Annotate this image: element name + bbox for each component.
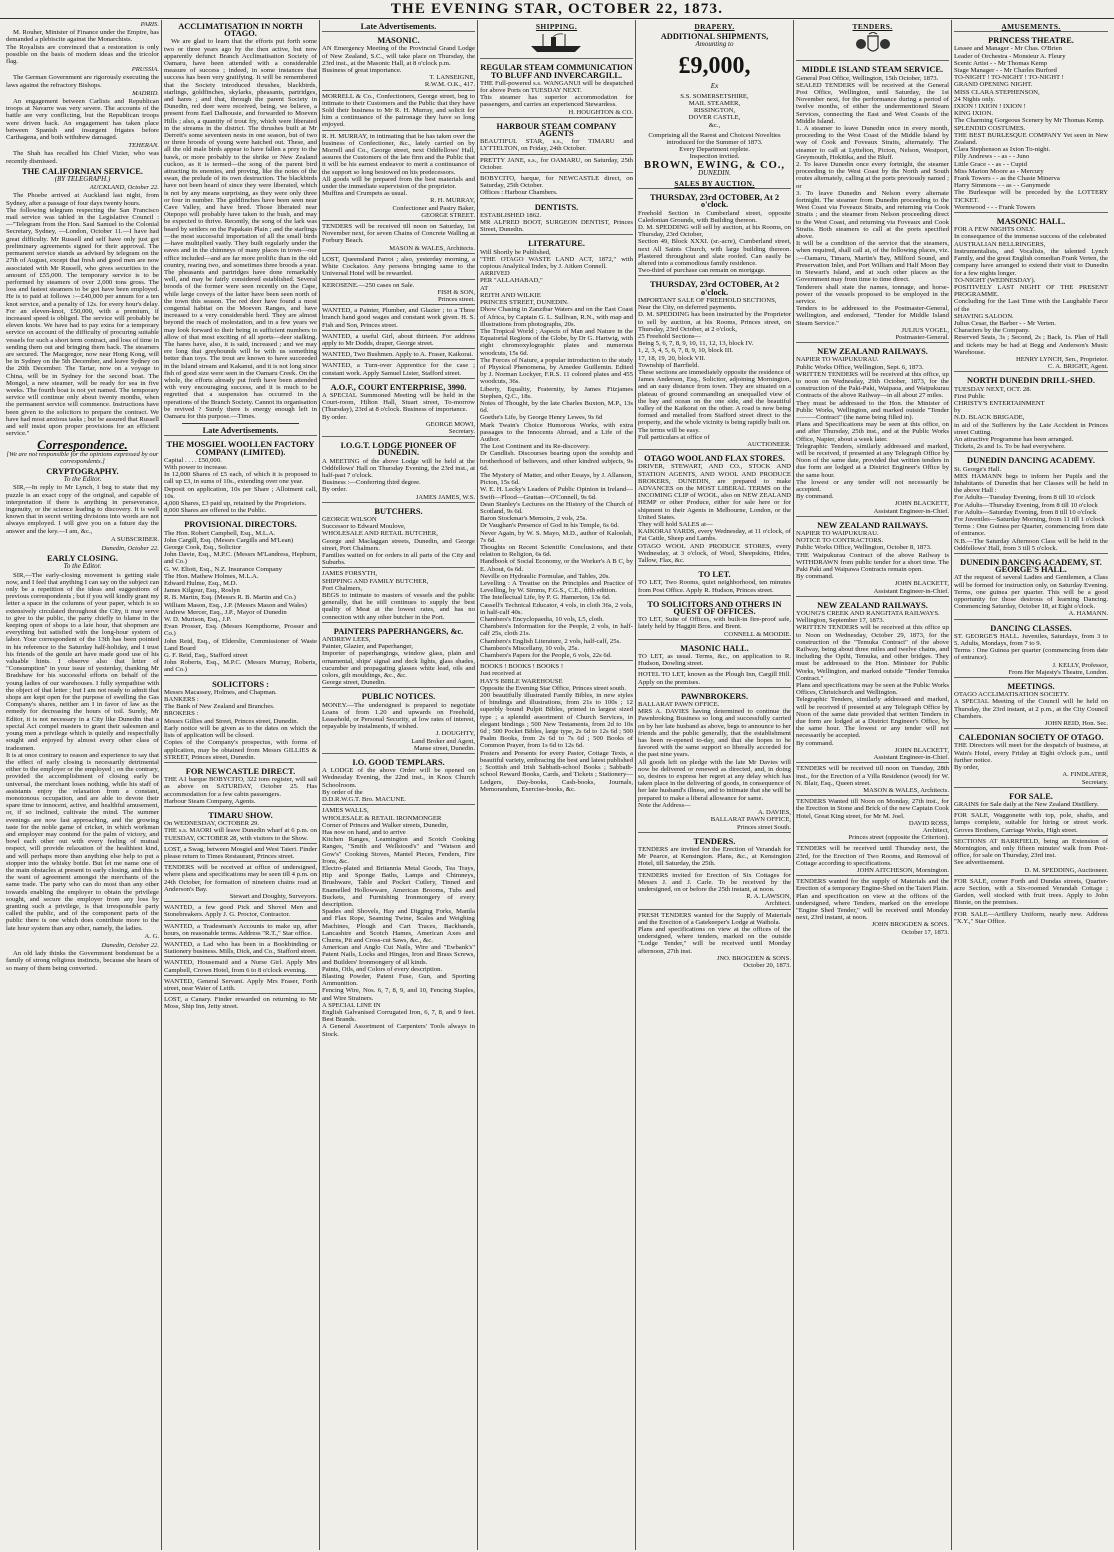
ad-body: YOUNG'S CREEK AND RANGITATA RAILWAYS. Wellington, September 17, 1873. WRITTEN TENDERS will be received at this office up to Noon on Wednesday, October 29, 1873, for the construction of the "Temuka Contract" of the above Railway, being about three miles and twelve chains, and including the Opihi, Temuka, and other bridges. They must be addressed to the Hon. Minister for Public Works, Wellington, and marked outside "Tender Temuka Contract." Plans and specifications may be seen at the Public Works Offices, Christchurch and Wellington. Telegraphic Tenders, similarly addressed and marked, will be received if presented at any Telegraph Office by Noon of the same date provided that written Tenders in due form are lodged at a District Engineer's Office, by the same hour. The lowest or any tender will not necessarily be accepted. By command. [796, 610, 949, 747]
ad-body: GEORGE WILSON Successor to Edward Moulove, WHOLESALE AND RETAIL BUTCHER, George and Maclaggan streets, Dunedin, and George street, Port Chalmers. Families waited on for orders in all parts of the City and Suburbs. [322, 515, 475, 567]
late-ads-list-2 [322, 31, 475, 1039]
ad-body: BEAUTIFUL STAR, s.s., for TIMARU and LYTTELTON, on Friday, 24th October. [480, 138, 633, 153]
ad-heading: OTAGO WOOL AND FLAX STORES. [644, 454, 785, 464]
ad-body: BALLARAT PAWN OFFICE. MRS A. DAVIES having determined to continue the Pawnbroking Business so long and successfully carried on by her late husband as above, begs to announce to her friends and the public generally, that the establishment has been re-opened to-day, and that she hopes to be favored with the same support so liberally accorded for the past nine years. All goods left on pledge with the late Mr Davies will now be delivered or renewed as directed, and, in doing so, desires to express her regret at any delay which has taken place in the delivering of goods, in consequence of her late husband's illness, and to intimate that she will be prepared to make a liberal allowance for same. Note the Address— [638, 701, 791, 809]
advertisement [796, 875, 949, 937]
ad-body: A SPECIAL Summoned Meeting will be held in the Court-room, Hilton Hall, Stuart street, To-morrow (Thursday), 23rd at 8 o'clock. Business of importance. By order. [322, 391, 475, 421]
column-4 [478, 20, 636, 1550]
ad-body: R. H. MURRAY, in intimating that he has taken over the business of Confectioner, &c., lately carried on by Morrell and Co., George street, next Oddfellows' Hall, assures the Customers of the late firm and the Public that it will be his earnest endeavor to merit a continuance of the support so long bestowed on his predecessors. All goods will be prepared from the best materials and under the immediate supervision of the proprietor. Muffins and Crumpets as usual. [322, 132, 475, 198]
late-ads-title: Late Advertisements. [202, 426, 279, 436]
ad-body: ESTABLISHED 1862. MR ALFRED BOOT, SURGEON DENTIST, Princes Street, Dunedin. [480, 211, 633, 234]
ad-signature: R. A. LAWSON, Architect. [746, 893, 791, 908]
advertisement [164, 675, 317, 762]
ad-heading: LITERATURE. [528, 239, 585, 249]
ad-heading: CALEDONIAN SOCIETY OF OTAGO. [958, 733, 1104, 743]
advertisement [164, 435, 317, 515]
californian-text: The Phoebe arrived at Auckland last night, from Sydney, after a passage of four days twenty hours. The following telegram respecting the San Francisco mail service was tabled in the Legislative Council :—"Telegram from the Hon. Saul Samuel to the Colonial Secretary, Sydney, —London, October 11.—I have had great difficulty. Mr Russell and self have only just got preliminary agreements signed for their approval. The permanent service stands as advised by telegram on the 27th of August, except that fresh and good men are now associated with Mr Russell, who gives securities to the amount of £55,000. The temporary service is to be performed by steamers of over 2,000 tons gross. The loss and fastest steamers to be got have been employed. He is to paid at follows :—£40,000 per annum for a ten knot service, and a penalty of 12s. for every hour's delay. For an eleven-knot, £50,000, with a premium, if increased speed is obliged. The service will probably be eleven knots. We have had to pay extra for a temporary service on account of the difficulty of procuring suitable vessels for such a short term contract, and loss of time in sending them out and bringing them back. The steamers are secured. The Macgregor, now near Hong Kong, will be in Sydney on the 5th December, and leave Sydney on the 20th December. The Tartar, now on a voyage to China, will be in Sydney for the second boat. The Mongol, a new steamer, will be ready for sea in five weeks. The fourth boat is not yet named. The temporary service will continue only about twenty months, when the permanent service will commence. Instructions have been given to the solicitors to prepare the contract. We have had most anxious tasks ; but be assured that Russell and self insist upon proper provisions for an efficient service." [6, 192, 159, 438]
letter-dateline: Dunedin, October 22. [101, 941, 159, 949]
advertisement [164, 920, 317, 938]
ad-body: OTAGO ACCLIMATISATION SOCIETY. A SPECIAL Meeting of the Council will be held on Thursday, the 23rd instant, at 2 p.m., at the City Council Chambers. [954, 691, 1108, 720]
advertisement [954, 908, 1108, 926]
advertisement [638, 832, 791, 869]
ad-body: DRIVER, STEWART, AND CO., STOCK AND STATION AGENTS, AND WOOL AND PRODUCE BROKERS, DUNEDIN, are prepared to make ADVANCES on the MOST LIBERAL TERMS on the INCOMING CLIP of WOOL, also on NEW ZEALAND HEMP or other Produce, either for sale here or for shipment to their Agents in Melbourne, London, or the United States. They will hold SALES at— KAIKORAI YARDS, every Wednesday, at 11 o'clock, of Fat Cattle, Sheep and Lambs. OTAGO WOOL AND PRODUCE STORES, every Wednesday, at 3 o'clock, of Wool, Sheepskins, Hides, Tallow, Flax, &c. [638, 463, 791, 564]
ad-body: TENDERS will be received till noon on Tuesday, 28th inst., for the Erection of a Villa Residence (wood) for W. N. Blair, Esq., Queen street. [796, 765, 949, 787]
ad-heading: NORTH DUNEDIN DRILL-SHED. [967, 376, 1095, 386]
ad-signature: MASON & WALES, Architects. [389, 244, 475, 252]
ad-heading: PAINTERS PAPERHANGERS, &c. [333, 626, 464, 636]
advertisement [480, 58, 633, 116]
column-5 [636, 20, 794, 1550]
late-ads-list [164, 435, 317, 1011]
column-7 [952, 20, 1110, 1550]
letter-title: CRYPTOGRAPHY. [46, 466, 119, 476]
amusements-caption: AMUSEMENTS. [1001, 22, 1061, 31]
advertisement [954, 553, 1108, 619]
correspondence-disclaimer: [We are not responsible for the opinions expressed by our correspondents.] [6, 450, 159, 465]
ad-heading: FOR NEWCASTLE DIRECT. [185, 766, 296, 776]
advertisement [480, 198, 633, 235]
auction-caption: SALES BY AUCTION. [674, 179, 755, 189]
ad-signature: D. M. SPEDDING, Auctioneer. [1024, 866, 1108, 874]
advertisement [638, 188, 791, 275]
letter-salutation: To the Editor. [63, 475, 102, 484]
ad-signature: MASON & WALES, Architects. [863, 786, 949, 794]
advertisement [322, 378, 475, 436]
advertisement [954, 31, 1108, 212]
ad-body: TUESDAY NEXT, OCT. 28. First Public CHRISTY'S ENTERTAINMENT by N.D. BLACK BRIGADE, in aid of the Sufferers by the Late Accident in Princes street Cutting. An attractive Programme has been arranged. Tickets, 2s and 1s. To be had everywhere. [954, 385, 1108, 451]
advertisement [638, 668, 791, 686]
letter-text: SIR,—The early-closing movement is getting stale now, and I feel that anything I can say on the subject can only be a repetition of the ideas and suggestions of previous correspondents ; but if you will kindly grant my letter a space in the columns of your paper, which is so extensively circulated throughout the City, it may serve to give to the public, the party chiefly to blame in the keeping open of shops to a late hour, that shopmen are everything but satisfied with the long-hour system of labor. Your correspondent of the 13th has been pointed in his reference to the Saturday half-holiday, and I trust his friends of the gentle art have made good use of his valuable hints. I observe also that letter of "Consumption" in your issue of yesterday, thanking Mr Bradshaw for his successful efforts on behalf of the young ladies of our warehouses. I fully sympathise with the object of that letter ; but I am not ready to admit that shops are kept open for the purpose of swelling the Gas Company's shares, neither am I in favor of law as the remedy for decreasing the hours of toil. Surely, Mr Editor, it is not necessary in a City like Dunedin that a special Act compel masters to grant their salesmen and young men a privilege which is quietly and respectfully sought and enjoyed by almost every other class of tradesmen. It is at once contrary to reason and experience to say that the effect of early closing is necessarily detrimental either to the employer or the employed ; on the contrary, provided the accomplishment of closing early be universal, the merchant loses nothing, while his staff of assistants enjoy the relaxation from a constant, monotonous occupation, and are able to devote their spare time to innocent, active, and healthful amusement, or, if so inclined, cultivate the mind. The summer evenings are now fast approaching, and the growing taste for the noble game of cricket, in which workman and employer may contend for the palm of victory, and bowl each other out with every feeling of mutual respect, will provide relaxation of the healthiest kind, and will perhaps more than anything else help to put a stopper into the whisky bottle. But let me name one of the main obstacles at present to early closing, and this is the want of agreement amongst the merchants of the same trade. The party who can do most than any other towards enabling the employer to obtain the privilege sought, and secure the employer from any loss by granting such a privilege, is that irresponsible party called the public, and of the component parts of the public there is one which does contribute more to the late hour system than any other, namely, the ladies. [6, 571, 159, 932]
ad-heading: THURSDAY, 23rd OCTOBER, At 2 o'clock. [649, 193, 780, 210]
advertisement [796, 596, 949, 762]
ad-heading: PAWNBROKERS. [680, 691, 749, 701]
ad-body: TO LET, Two Rooms, quiet neighborhood, ten minutes from Post Office. Apply R. Hudson, Princes street. [638, 579, 791, 594]
ad-body: WANTED, a Turn-over Apprentice for the case ; constant work. Apply Samuel Lister, Stafford street. [322, 362, 475, 377]
ad-heading: DANCING CLASSES. [990, 623, 1072, 633]
advertisement [164, 861, 317, 901]
ad-heading: PUBLIC NOTICES. [361, 692, 436, 702]
ad-body: GRAINS for Sale daily at the New Zealand Distillery. [954, 800, 1099, 808]
advertisement [480, 154, 633, 172]
columns [4, 20, 1110, 1550]
ad-signature: FISH & SON, Princes street. [437, 288, 475, 303]
ad-body: AN Emergency Meeting of the Provincial Grand Lodge of New Zealand, S.C., will take place on Thursday, the 23rd inst., at the Masonic Hall, at 8 o'clock p.m. Business of great importance. [322, 45, 475, 75]
ad-body: FOR SALE, corner Forth and Dundas streets, Quarter-acre Section, with a Six-roomed Verandah Cottage ; Garden, well stocked with fruit trees. Apply to John Bisnie, on the premises. [954, 877, 1108, 907]
drapery-head: ADDITIONAL SHIPMENTS, [660, 32, 769, 42]
advertisement [164, 938, 317, 956]
ad-body: JAMES FORSYTH, SHIPPING AND FAMILY BUTCHER, Port Chalmers, BEGS to intimate to masters of vessels and the public generally, that he still continues to supply the best quality of Meat at the lowest rates, and has no connection with any other butcher in the Port. [322, 570, 475, 621]
drapery-firm: BROWN, EWING, & CO., [643, 159, 786, 171]
advertisement [322, 567, 475, 621]
news-text: An engagement between Carlists and Republican troops at Navarre was very severe. The accounts of the battle are very conflicting, but the Republican troops were driven back. An engagement has taken place between Spanish and insurgent frigates before Carthagena, and both withdrew damaged. [6, 98, 159, 142]
ad-heading: MEETINGS. [1007, 682, 1055, 692]
ad-body: SECTIONS AT BARRFIELD, being an Extension of Mornington, and only fifteen minutes' walk from Post-office, for sale on Thursday, 23rd inst. See advertisement. [954, 837, 1108, 867]
ad-heading: A.O.F., COURT ENTERPRISE, 3990. [330, 382, 467, 392]
ad-body: WANTED, a few good Pick and Shovel Men and Stonebreakers. Apply J. G. Proctor, Contractor. [164, 904, 317, 919]
advertisement [796, 60, 949, 342]
ad-signature: JOHN BLACKETT, Assistant Engineer-in-Chief. [873, 500, 949, 515]
ad-signature: JULIUS VOGEL, Postmaster-General. [895, 326, 949, 341]
ad-heading: MASONIC HALL. [996, 217, 1066, 227]
ad-signature: JNO. BROGDEN & SONS. October 20, 1873. [716, 954, 791, 969]
californian-byline: (BY TELEGRAPH.) [54, 175, 111, 184]
divider [182, 423, 299, 424]
ad-body: Freehold Section in Cumberland street, opposite Caledonian Grounds, with Building thereon. D. M. SPEDDING will sell by auction, at his Rooms, on Thursday, 23rd October, Section 49, Block XXXI. (sr.-acre), Cumberland street, next All Saints Church, with large building thereon. Plastered throughout and slate roofed. Can easily be altered into a commodious family residence. Two-third of purchase can remain on mortgage. [638, 209, 791, 275]
news-text: The German Government are rigorously executing the laws against the refractory Bishops. [6, 74, 159, 89]
ad-body: THE A1 barque BOBYCITO, 322 tons register, will sail as above on SATURDAY, October 25. Has accommodation for a few cabin passengers. Harbour Steam Company, Agents. [164, 776, 317, 805]
ad-body: THE Full-powered s.s. WANGANUI will be despatched for above Ports on TUESDAY NEXT. This steamer has superior accommodation for passengers, and carries an experienced Stewardess. [480, 79, 633, 109]
advertisement [322, 622, 475, 688]
column-1 [4, 20, 162, 1550]
ad-body: Capital . . . . £50,000. With power to increase. In 12,000 Shares of £5 each, of which it is proposed to call up £3, in sums of 10s., extending over one year. Deposit on application, 10s per Share ; Allotment call, 10s. 4,000 Shares, £3 paid up, retained by the Proprietors. 8,000 Shares are offered to the Public. [164, 456, 317, 515]
ad-body: ANDREW LEES, Painter, Glazier, and Paperhanger, Importer of paperhangings, window glass, plain and ornamental, ships' signal and deck lights, glass shades, cucumber and propagating glasses white lead, oils and colors, gilt mouldings, &c., &c. George street, Dunedin. [322, 636, 475, 687]
ad-body: TENDERS invited for Erection of Six Cottages for Messrs J. and J. Carle. To be received by the undersigned, on or before the 25th instant, at noon. [638, 871, 791, 893]
acclimatisation-title: ACCLIMATISATION IN NORTH OTAGO. [178, 22, 303, 39]
masthead: THE EVENING STAR, OCTOBER 22, 1873. [0, 0, 1114, 19]
news-dateline: PARIS. [140, 21, 159, 28]
auction-ads [638, 188, 791, 970]
letter-signature: A. G. [144, 932, 159, 940]
ad-heading: NEW ZEALAND RAILWAYS. [817, 600, 928, 610]
advertisement [322, 330, 475, 348]
advertisement [480, 660, 633, 794]
advertisement [954, 619, 1108, 677]
ad-body: TO LET, Suite of Offices, with built-in fire-proof safe, lately held by Haggitt Bros. and Brent. [638, 616, 791, 631]
ad-heading: DUNEDIN DANCING ACADEMY. [967, 456, 1095, 466]
ad-heading: TO LET. [698, 570, 731, 580]
news-dateline: PRUSSIA. [131, 66, 159, 74]
ad-signature: JOHN BROGDEN & SONS. October 17, 1873. [871, 921, 949, 936]
advertisement [164, 993, 317, 1011]
advertisement [638, 565, 791, 595]
advertisement [638, 909, 791, 971]
news-text: M. Rouher, Minister of Finance under the Empire, has demanded a plebiscite against the Monarchists. The Royalists are convinced that a restoration is only possible on the basis of modern ideas and the tricolor flag. [6, 29, 159, 66]
column-3-title: Late Advertisements. [360, 22, 437, 31]
ad-heading: SOLICITORS : [212, 679, 269, 689]
tenders-caption: TENDERS. [852, 22, 893, 31]
ad-body: LOST, Queensland Parrot ; also, yesterday morning, a White Cockatoo. Any persons bringing same to the Universal Hotel will be rewarded. [322, 255, 475, 278]
advertisement [638, 275, 791, 449]
ad-signature: CONNELL & MOODIE. [724, 630, 791, 638]
advertisement [638, 639, 791, 669]
ad-heading: THE MOSGIEL WOOLLEN FACTORY COMPANY (LIMITED). [166, 440, 315, 457]
ad-body: WANTED, a Tradesman's Accounts to make up, after hours, on reasonable terms. Address "R.T.," Star office. [164, 922, 317, 937]
ad-body: TENDERS will be received until Thursday next, the 23rd, for the Erection of Two Rooms, and Removal of Cottage according to specifications. [796, 845, 949, 867]
advertisement [954, 787, 1108, 809]
advertisement [480, 172, 633, 198]
ad-body: TO LET, as usual. Terms, &c., on application to R. Hudson, Dowling street. [638, 653, 791, 668]
shipping-ads [480, 58, 633, 794]
column-2 [162, 20, 320, 1550]
ad-body: JAMES WALLS, WHOLESALE & RETAIL IRONMONGER Corner of Princes and Walker streets, Dunedin, Has now on hand, and to arrive Kitchen Ranges, Leamington and Scotch Cooking Ranges, "Smith and Wellstood's" and "Watson and Gow's" Cooking Stoves, Mantel Pieces, Fenders, Fire Irons, &c. Electro-plated and Britannia Metal Goods, Tea Trays, Hip and Sponge Baths, Lamps and Chimneys, Brushware, Table and Pocket Cutlery, Tinned and Enamelled Hollowware, American Brooms, Tubs and Buckets, and Furnishing Ironmongery of every description. Spades and Shovels, Hay and Digging Forks, Manila and Flax Rope, Seaming Twine, Scales and Weighing Machines, Plough and Cart Traces, Backbands, Lancashire and Scotch Hames, American Axes and Churns, Pit and Cross-cut Saws, &c., &c. American and Anglo Cut Nails, Wire and "Ewbank's" Patent Nails, Locks and Hinges, Iron and Brass Screws, and Builders' Ironmongery of all kinds. Paints, Oils, and Colors of every description. Blasting Powder, Patent Fuse, Gun, and Sporting Ammunition. Fencing Wire, Nos. 6, 7, 8, 9, and 10, Fencing Staples, and Wire Strainers. A SPECIAL LINE IN English Galvanised Corrugated Iron, 6, 7, 8, and 9 feet. Best Brands. A General Assortment of Carpenters' Tools always in Stock. [322, 807, 475, 1038]
advertisement [796, 516, 949, 596]
ad-signature: AUCTIONEER. [747, 440, 791, 448]
ad-signature: GEORGE MOWI, Secretary. [425, 420, 475, 435]
advertisement [322, 304, 475, 330]
steamship-icon [480, 32, 633, 56]
ad-body: THE Directors will meet for the despatch of business, at Wain's Hotel, every Friday at Eight o'clock p.m., until further notice. By order, [954, 742, 1108, 772]
ad-signature: R. H. MURRAY, Confectioner and Pastry Baker, GEORGE STREET. [392, 197, 475, 219]
ad-heading: NEW ZEALAND RAILWAYS. [817, 347, 928, 357]
correspondence-title: Correspondence. [37, 437, 128, 453]
column-6 [794, 20, 952, 1550]
ad-body: A LODGE of the above Order will be opened on Wednesday Evening, the 22nd inst., in Knox Church Schoolroom. By order of the D.D.R.W.G.T. Bro. MACUNE. [322, 767, 475, 804]
advertisement [954, 809, 1108, 835]
advertisement [164, 975, 317, 993]
ad-body: The Hon. Robert Campbell, Esq., M.L.A. John Cargill, Esq. (Messrs Cargills and M'Lean) George Cook, Esq., Solicitor John Davie, Esq., M.P.C. (Messrs M'Landress, Hepburn, and Co.) G. W. Eliott, Esq., N.Z. Insurance Company The Hon. Mathew Holmes, M.L.A. Edward Hulme, Esq., M.D. James Kilgour, Esq., Roslyn R. B. Martin, Esq. (Messrs R. B. Martin and Co.) William Mason, Esq., J.P. (Messrs Mason and Wales) Andrew Mercer, Esq., J.P., Mayor of Dunedin W. D. Murison, Esq., J.P. Evan Prosser, Esq. (Messrs Kempthorne, Prosser and Co.) John Reid, Esq., of Elderslie, Commissioner of Waste Land Board G. F. Reid, Esq., Stafford street John Roberts, Esq., M.P.C. (Messrs Murray, Roberts, and Co.) [164, 529, 317, 674]
advertisement [322, 753, 475, 804]
ad-body: BOOKS ! BOOKS ! BOOKS ! Just received at HAY'S BIBLE WAREHOUSE Opposite the Evening Star Office, Princes street south. 200 beautifully illustrated Family Bibles, in new styles of bindings and illustrations, from 21s to 100s ; 12 superbly bound Pulpit Bibles, printed in largest sized type ; a splendid assortment of Church Services, in elegant bindings ; 500 New Testaments, from 2d to 10s 6d ; 500 Pocket Bibles, large type, 2s 6d to 12s 6d ; 500 Psalm Books, from 2s 6d to 7s 6d ; 500 Books of Common Prayer, from 1s 6d to 12s 6d. Posters and Presents for every Pastor, Cottage Texts, a beautiful variety, embracing the best and latest published ; Scottish and Irish Sabbath-school Books ; Sabbath-school Reward Books, Cards, and Tickets ; Stationery—Ledgers, Day-books, Cash-books, Journals, Memorandum, Exercise-books, &c. [480, 663, 633, 793]
ad-body: LOST, a Canary. Finder rewarded on returning to Mr Moss, Ship Inn, Jetty street. [164, 996, 317, 1011]
ad-body: HOTEL TO LET, known as the Plough Inn, Cargill Hill. Apply on the premises. [638, 671, 791, 686]
ad-body: AT the request of several Ladies and Gentlemen, a Class will be formed for instruction only, on Saturday Evening. Terms, one guinea per quarter. This will be a good opportunity for those desirous of learning Dancing. Commencing Saturday, October 18, at Eight o'clock. [954, 574, 1108, 611]
ad-body: WANTED, General Servant. Apply Mrs Fraser, Forth street, near Water of Leith. [164, 977, 317, 992]
advertisement [954, 728, 1108, 786]
news-dateline: TEHERAN. [128, 142, 159, 150]
royal-arms-icon [796, 32, 949, 58]
advertisement [954, 835, 1108, 875]
letter-title: EARLY CLOSING. [46, 554, 119, 564]
ad-heading: PRINCESS THEATRE. [988, 36, 1074, 46]
tender-ads [796, 60, 949, 936]
ad-heading: PROVISIONAL DIRECTORS. [184, 520, 297, 530]
advertisement [638, 687, 791, 832]
advertisement [164, 515, 317, 674]
ad-signature: JOHN BLACKETT, Assistant Engineer-in-Chief. [873, 746, 949, 762]
ad-body: TENDERS Wanted till Noon on Monday, 27th inst., for the Erection in Stone and Brick of the new Captain Cook Hotel, Great King street, for Mr M. Joel. [796, 798, 949, 820]
column-3 [320, 20, 478, 1550]
acclimatisation-text: We are glad to learn that the efforts put forth some two or three years ago by the then active, but now apparently defunct Branch Acclimatisation Society of Oamaru, have been attended with a considerable measure of success ; indeed, in some instances that success has been very gratifying. It will be remembered that the Society introduced thrushes, blackbirds, starlings, goldfinches, skylarks, pheasants, partridges, and hares ; and that, through the parent Society in Dunedin, red deer were received, being, we believe, a present from Earl Dalhousie, and forwarded to Moeven Hills ; also, a quantity of trout fry, which were liberated in the streams in the district. The thrushes built at Mr Derrett's some seventeen nests in one season, but of two or three broods of young were hatched out. These, and all the old male birds appear to have fallen a prey to the hawk, or more probably to the shrike or New Zealand cuckoo, as it is termed—the song of the parent bird attracting its enemies, and proving, like the notes of the swan, the prelude of its own destruction. The blackbirds have not been heard of since they were liberated, which is not by any means surprising, as they were only three or four in number. The goldfinches have been seen near Cave Valley, and have bred. Those liberated near Otepopo will probably have taken to the bush, and may be expected to thrive. Recently, the song of the lark was heard by settlers on the Papakaio Plain ; and the starlings—the most successful importation of all the small birds—have multiplied vastly. They built regularly under the eaves and in the chimneys of many places in town—our office included—and are far more prolific than in the old country, rearing two, and sometimes three broods a year. The pheasants and partridges have done remarkably well, and may be fairly considered established. Several broods of the former were seen recently on the Cape, while large coveys of the latter have been seen north of the town this season. The red deer have found a most congenial habitat on the Moeven Ranges, and have increased to a very considerable herd. They are almost beyond the reach of molestation, and in a few years we may look forward to their being in sufficient numbers to allow of that most exciting of all sports—deer stalking. The hares have, also, it is said, increased ; and we may ere long that greyhounds will be with us something better than toys. The trout are known to have succeeded in the Island stream and Kakanui, and it is not long since fish of good size were seen in the Oamaru Creek. On the whole, the efforts already put forth have been attended with very encouraging success, and it is much to be regretted that a suspension has occurred in the operations of the Branch Society. Cannot its organisation be revived ? Surely there is energy enough left in Oamaru for this purpose.—Times. [164, 38, 317, 420]
news-dateline: MADRID. [132, 89, 159, 97]
ad-signature: T. LANSEIGNE, R.W.M. O.K., 417. [424, 74, 475, 89]
advertisement [638, 595, 791, 639]
ad-signature: HENRY LYNCH, Sen., Proprietor. C. A. BRIGHT, Agent. [1016, 355, 1108, 371]
ad-body: FOR SALE—Artillery Uniform, nearly new. Address "X.Y.," Star Office. [954, 910, 1108, 925]
ad-heading: MIDDLE ISLAND STEAM SERVICE. [801, 65, 944, 75]
ad-body: TENDERS are invited for the Erection of Verandah for Mr Pearce, at Kensington. Plans, &c., at Kensington Hotel, till Saturday, the 25th. [638, 845, 791, 868]
advertisement [638, 869, 791, 909]
californian-dateline: AUCKLAND, October 22. [89, 184, 159, 192]
advertisement [322, 359, 475, 377]
closing-paragraph: An old lady thinks the Government bondsmust be a family of strong religious instincts, because she hears of so many of them being converted. [6, 950, 159, 972]
advertisement [164, 901, 317, 919]
advertisement [322, 130, 475, 220]
advertisement [322, 279, 475, 305]
drapery-caption: DRAPERY. [694, 22, 735, 31]
advertisement [164, 843, 317, 861]
ad-body: WANTED, a useful Girl, about thirteen. For address apply to Mr Dodds, draper, George street. [322, 332, 475, 347]
ad-body: A MEETING of the above Lodge will be held at the Oddfellows' Hall on Thursday Evening, the 23rd inst., at half-past 7 o'clock. Business :—Conferring third degree. By order. [322, 457, 475, 494]
ad-signature: A. HAMANN. [1068, 610, 1108, 618]
ad-signature: J. KELLY, Professor, From Her Majesty's Theatre, London. [1008, 661, 1108, 676]
ad-body: WANTED, Two Bushmen. Apply to A. Fraser, Kaikorai. [322, 351, 474, 359]
ad-heading: HARBOUR STEAM COMPANY AGENTS [496, 121, 617, 139]
ad-body: LOST, a Swag, between Mosgiel and West Taieri. Finder please return to Times Restaurant, Princes street. [164, 845, 317, 860]
foreign-news [6, 21, 159, 165]
ad-body: MONEY.—The undersigned is prepared to negotiate Loans of from 1.20 and upwards on Freehold, Leasehold, or Personal Security, at low rates of interest, repayable by instalments, if wished. [322, 701, 475, 731]
ad-body: WANTED, Housemaid and a Nurse Girl. Apply Mrs Campbell, Crown Hotel, from 6 to 8 o'clock evening. [164, 959, 317, 974]
ad-body: MORRELL & Co., Confectioners, George street, beg to intimate to their Customers and the Public that they have Sold their business to Mr R. H. Murray, and solicit for him a continuance of the patronage they have so long enjoyed. [322, 92, 475, 129]
drapery-ex: Ex [710, 81, 719, 90]
advertisement [480, 234, 633, 660]
drapery-place: DUNEDIN. [698, 168, 731, 177]
drapery-body: Comprising all the Rarest and Choicest Novelties introduced for the Summer of 1873. Every Department replete. Inspection invited. [648, 131, 781, 161]
ad-body: FOR A FEW NIGHTS ONLY. In consequence of the immense success of the celebrated AUSTRALIAN BELLRINGERS, Instrumentalists, and Vocalists, the talented Lynch Family, and the great English comedian Frank Verten, the company have arranged to extend their visit to Dunedin for a few nights longer. TO-NIGHT (WEDNESDAY). POSITIVELY LAST NIGHT OF THE PRESENT PROGRAMME. Concluding for the Last Time with the Laughable Farce of the SHAVING SALOON. Julius Cesar, the Barber - - Mr Verten. Characters by the Company. Reserved Seats, 3s ; Second, 2s ; Back, 1s. Plan of Hall and tickets may be had at Begg and Anderson's Music Warehouse. [954, 226, 1108, 356]
ad-body: WANTED, a Painter, Plumber, and Glazier ; to a Three branch hand good wages and constant work given. H. S. Fish and Son, Princes street. [322, 307, 475, 329]
ad-heading: I.O.G.T. LODGE PIONEER OF DUNEDIN. [340, 441, 457, 458]
ad-body: Will Shortly be Published, "THE OTAGO WASTE LAND ACT, 1872," with copious Analytical Index, by J. Aitken Connell. ARRIVED PER "ALLAHABAD," AT REITH AND WILKIE PRINCES STREET, DUNEDIN. Dhow Chasing in Zanzibar Waters and on the East Coast of Africa, by Captain G. L. Sullivan, R.N., with map and illustrations from photographs, 20s. The Tropical World ; Aspects of Man and Nature in the Equatorial Regions of the Globe, by Dr G. Hartwig, with eight chromoxylographic plates and numerous woodcuts, 15s 6d. The Forces of Nature, a popular introduction to the study of Physical Phenomena, by Amedee Guillemin. Edited by J. Norman Lockyer, F.R.S. 11 colored plates and 455 woodcuts, 36s. Liberty, Equality, Fraternity, by James Fitzjames Stephen, Q.C., 18s. Notes of Thought, by the late Charles Buxton, M.P., 13s 6d. Goethe's Life, by George Henry Lewes, 9s 6d Mark Twain's Choice Humorous Works, with extra passages to the Innocents Abroad, and a Life of the Author. The Lost Continent and its Re-discovery. Dr Candlish. Discourses bearing upon the sonship and brotherhood of believers, and other kindred subjects, 9s 6d. The Mystery of Matter, and other Essays, by J. Allanson, Picton, 15s 6d. W. E. H. Lecky's Leaders of Public Opinion in Ireland—Swift—Flood—Grattan—O'Connell, 9s 6d. Dean Stanley's Lectures on the History of the Church of Scotland, 9s 6d. Baron Stockmar's Memoirs, 2 vols, 25s. Dr Vaughan's Presence of God in his Temple, 6s 6d. Never Again, by W. S. Mayo, M.D., author of Kaloolah, 7s 6d. Thoughts on Recent Scientific Conclusions, and their relation to Religion, 6s 6d. Handbook of Social Economy, or the Worker's A B C, by E. About, 6s 6d. Neville on Hydraulic Formulae, and Tables, 20s. Levelling : A Treatise on the Principles and Practice of Levelling, by W. Simms, F.G.S., C.E., fifth edition. The Intellectual Life, by P. G. Hamerton, 13s 6d. Cassell's Technical Educator, 4 vols, in cloth 36s, 2 vols, in half-calf 40s. Chambers's Encyclopaedia, 10 vols, L5, cloth. Chambers's Information for the People, 2 vols, in half-calf 25s, cloth 21s. Chambers's English Literature, 2 vols, half-calf, 25s. Chambers's Miscellany, 10 vols, 25s. Chambers's Papers for the People, 6 vols, 22s 6d. [480, 248, 633, 660]
advertisement [796, 342, 949, 516]
ad-body: TENDERS will be received till noon on Saturday, 1st November next, for seven Chains of Concrete Walling at Forbury Beach. [322, 223, 475, 245]
ad-heading: DUNEDIN DANCING ACADEMY, ST. GEORGE'S HALL. [960, 558, 1102, 575]
ad-body: NAPIER TO WAIPUKURAU. NOTICE TO CONTRACTORS. Public Works Office, Wellington, October 8, 1873. THE Waipukurau Contract of the above Railway is WITHDRAWN from public tender for a short time. The Paki Paki and Waipawa Contracts remain open. By command. [796, 530, 949, 581]
drapery-ships: S.S. SOMERSETSHIRE, MAIL STEAMER, RISSINGTON, DOVER CASTLE, &c., [680, 92, 749, 129]
ad-body: TENDERS will be received at office of undersigned, where plans and specifications may be seen till 4 p.m. on 24th October, for formation of nineteen chains road at Anderson's Bay. [164, 864, 317, 893]
ad-body: ST. GEORGE'S HALL. Juveniles, Saturdays, from 3 to 5. Adults, Mondays, from 7 to 9. Terms : One Guinea per quarter (commencing from date of entrance). [954, 632, 1108, 662]
advertisement [954, 451, 1108, 553]
ad-heading: MASONIC HALL. [680, 643, 749, 653]
advertisement [796, 762, 949, 795]
ad-signature: DAVID ROSS, Architect, Princes street (opposite the Criterion). [848, 819, 949, 842]
ad-body: Messrs Macassey, Holmes, and Chapman. BANKERS : The Bank of New Zealand and Branches. BROKERS : Messrs Gillies and Street, Princes street, Dunedin. Early notice will be given as to the dates on which the lists of application will be closed. Copies of the Company's prospectus, with forms of application, may be obtained from Messrs GILLIES & STREET, Princes street, Dunedin. [164, 688, 317, 761]
ad-heading: I.O. GOOD TEMPLARS. [352, 758, 445, 768]
ad-heading: BUTCHERS. [374, 506, 423, 516]
advertisement [480, 117, 633, 154]
advertisement [954, 875, 1108, 908]
advertisement [322, 687, 475, 753]
ad-signature: J. DOUGHTY, Land Broker and Agent, Manse street, Dunedin. [411, 730, 475, 752]
advertisement [164, 762, 317, 806]
ad-body: Lessee and Manager - Mr Chas. O'Brien Leader of Orchestra - Monsieur A. Fleury Scenic Artist - - Mr Thomas Kemp Stage Manager - - Mr Charles Burford TO-NIGHT ! TO-NIGHT ! TO-NIGHT ! GRAND OPENING NIGHT. MISS CLARA STEPHENSON, 24 Nights only. IXION ! IXION ! IXION ! KING IXION. The Charming Gorgeous Scenery by Mr Thomas Kemp. SPLENDID COSTUMES. THE BEST BURLESQUE COMPANY Yet seen in New Zealand. Clara Stephenson as Ixion To-night. Filly Andrews - - as - - Juno Little Grace - - as - - Cupid Miss Marion Moore as - Mercury Frank Towers - - as the Chaste Minerva Harry Simmons - - as - - Ganymede The Burlesque will be preceded by the LOTTERY TICKET. Wormwood - - - Frank Towers [954, 45, 1108, 211]
advertisement [322, 804, 475, 1039]
advertisement [796, 842, 949, 875]
advertisement [322, 220, 475, 253]
ad-signature: JOHN BLACKETT, Assistant Engineer-in-Chief. [873, 580, 949, 595]
ad-body: FOR SALE, Waggonette with top, pole, shafts, and lamps complete, suitable for hiring or street work. Groves Brothers, Carriage Works, High street. [954, 812, 1108, 834]
letter-signature: A SUBSCRIBER. [110, 535, 159, 543]
advertisement [164, 956, 317, 974]
advertisement [796, 795, 949, 842]
ad-signature: JOHN REID, Hon. Sec. [1044, 720, 1108, 728]
advertisement [322, 31, 475, 89]
ad-signature: A. FINDLATER, Secretary. [1062, 771, 1108, 786]
ad-signature: JAMES JAMES, W.S. [415, 493, 475, 501]
advertisement [322, 436, 475, 502]
news-text: The Shah has recalled his Chief Vizier, who was recently dismissed. [6, 150, 159, 165]
advertisement [638, 449, 791, 565]
ad-heading: FOR SALE. [1009, 791, 1053, 801]
ad-body: St. George's Hall. MES HAMANN begs to inform her Pupils and the Inhabitants of Dunedin that her Classes will be held in the above Hall : For Adults—Tuesday Evening, from 8 till 10 o'clock For Adults—Thursday Evening, from 8 till 10 o'clock For Adults—Saturday Evening, from 8 till 10 o'clock For Juveniles—Saturday Morning, from 11 till 1 o'clock Terms : One Guinea per Quarter, commencing from date of entrance. N.B.—The Saturday Afternoon Class will be held in the Oddfellows' Hall, from 3 till 5 o'clock. [954, 465, 1108, 552]
ad-heading: TENDERS. [693, 836, 736, 846]
amusement-ads [954, 31, 1108, 926]
ad-heading: THURSDAY, 23rd OCTOBER, At 2 o'clock. [649, 280, 780, 297]
ad-body: BOBYCITO, barque, for NEWCASTLE direct, on Saturday, 25th October. Offices : Harbour Chambers. [480, 175, 633, 197]
ad-body: TENDERS wanted for the supply of Materials and the Erection of a temporary Engine-Shed on the Taieri Plain. Plan and specification on view at the offices of the undersigned, where Tenders, marked on the envelope "Engine Shed Tender," will be received until Monday next, 23rd instant, at noon. [796, 878, 949, 922]
ad-signature: JOHN AITCHESON, Mornington. [857, 866, 949, 874]
advertisement [322, 90, 475, 130]
advertisement [954, 371, 1108, 451]
advertisement [322, 348, 475, 359]
ad-body: PRETTY JANE, s.s., for OAMARU, on Saturday, 25th October. [480, 156, 633, 171]
ad-heading: DENTISTS. [534, 202, 579, 212]
ad-body: FRESH TENDERS wanted for the Supply of Materials and the Erection of a Gatekeeper's Lodge at Waihola. Plans and specifications on view at the offices of the undersigned, where tenders, marked on the outside "Lodge Tender," will be received until Monday afternoon, 27th inst. [638, 911, 791, 955]
drapery-amount: £9,000, [678, 52, 751, 79]
ad-heading: TIMARU SHOW. [208, 810, 273, 820]
ad-signature: H. HOUGHTON & CO. [568, 108, 633, 116]
ad-signature: A. DAVIES, BALLARAT PAWN OFFICE, Princes street South. [710, 809, 791, 831]
advertisement [322, 253, 475, 279]
ad-signature: Stewart and Doughty, Surveyors. [229, 892, 317, 900]
shipping-caption: SHIPPING. [535, 22, 578, 31]
ad-heading: NEW ZEALAND RAILWAYS. [817, 520, 928, 530]
ad-heading: TO SOLICITORS AND OTHERS IN QUEST OF OFFICES. [647, 599, 782, 617]
advertisement [954, 212, 1108, 371]
letters [6, 468, 159, 949]
ad-body: On WEDNESDAY, OCTOBER 29. THE s.s. MAORI will leave Dunedin wharf at 6 p.m. on TUESDAY, OCTOBER 28, with visitors to the Show. [164, 820, 317, 842]
advertisement [954, 677, 1108, 728]
drapery-amounting: Amounting to [695, 40, 734, 49]
advertisement [322, 502, 475, 568]
letter-dateline: Dunedin, October 22. [101, 545, 159, 553]
ad-body: KEROSENE.—250 cases on Sale. [322, 281, 415, 289]
ad-heading: REGULAR STEAM COMMUNICATION TO BLUFF AND INVERCARGILL. [480, 63, 633, 80]
ad-body: General Post Office, Wellington, 15th October, 1873. SEALED TENDERS will be received at the General Post Office, Wellington, until Saturday, the 1st November next, for the performance during a period of twelve months, of either the undermentioned Steam Services, connecting the East and West Coasts of the Middle Island. 1. A steamer to leave Dunedin once in every month, proceeding to the West Coast of the Middle Island by way of Cook and Foveaux Straits, alternately. The steamer to call at Lyttelton, Picton, Nelson, Westport, Greymouth, Hokitika, and the Bluff. 2. To leave Dunedin once every fortnight, the steamer proceeding to the West Coast by the North and South routes alternately, calling at the ports previously named ; or 3. To leave Dunedin and Nelson every alternate fortnight. The steamer from Dunedin proceeding to the West Coast via Foveaux Straits, and returning via Cook Straits ; and the steamer from Nelson proceeding direct to the West Coast, and returning via Foveaux and Cook Straits. Both steamers to call at the ports specified above. It will be a condition of the service that the steamers, when required, shall call at, of the following places, viz. :—Oamaru, Timaru, Martin's Bay, Milford Sound, and Preservation Inlet, and Port William and Half Moon Bay in Stewart's Island, and at such other places as the Government may from time to time direct. Tenderers shall state the names, tonnage, and horse-power of the vessels proposed to be employed in the service. Tenders to be addressed to the Postmaster-General, Wellington, and endorsed, "Tender for Middle Island Steam Service." [796, 74, 949, 327]
californian-title: THE CALIFORNIAN SERVICE. [22, 166, 143, 176]
ad-body: IMPORTANT SALE OF FREEHOLD SECTIONS, Near the City, on deferred payments. D. M. SPEDDING has been instructed by the Proprietor to sell by auction, at his Rooms, Princes street, on Thursday, 23rd October, at 2 o'clock, 25 Freehold Sections— Being 5, 6, 7, 8, 9, 10, 11, 12, 13, block IV. 1, 2, 3, 4, 5, 6, 7, 8, 9, 10, block III. 17, 18, 19, 20, block VII. Township of Barrfield. These sections are immediately opposite the residence of James Anderson, Esq., Solicitor, adjoining Mornington, and an easy distance from town. They are situated on a plateau of ground commanding an unequalled view of the bay and ocean on the one side, and the beautiful valley of the Kaikorai on the other. A road is now being formed and metalled from Stafford street direct to the property, and the whole vicinity is being rapidly built on. The terms will be easy. Full particulars at office of [638, 296, 791, 441]
advertisement [164, 806, 317, 843]
letter-text: SIR,—In reply to Mr Lynch, I beg to state that my puzzle is an exact copy of the original, and capable of interpretation if there is anything in perseverance, ingenuity, or the science leading to discovery. It is well known that in secret writing divisions into words are not always employed. I will give you on a future day the answer and the key.—I am, &c., [6, 484, 159, 535]
ad-heading: MASONIC. [377, 36, 420, 46]
letter-salutation: To the Editor. [63, 562, 102, 571]
ad-body: WANTED, a Lad who has been in a Bookbinding or Stationery business. Mills, Dick, and Co., Stafford street. [164, 940, 317, 956]
ad-body: NAPIER TO WAIPUKURAU. Public Works Office, Wellington, Sept. 6, 1873. WRITTEN TENDERS will be received at this office, up to noon on Wednesday, 29th October, 1873, for the construction of the Paki-Paki, Waipaoa, and Waipukurau Contracts of the above Railway—in all about 27 miles. They must be addressed to the Hon. the Minister of Public Works, Wellington, and marked outside "Tender———Contract" (the name being filled in). Plans and Specifications may be seen at this office, on and after Thursday, 25th inst., and at the Public Works Office, Napier, about a week later. Telegraphic Tenders, similarly addressed and marked, will be received, if presented at any Telegraph Office by Noon of the same date, provided that written tenders in due form are lodged at a District Engineer's Office by the same hour. The lowest or any tender will not necessarily be accepted. By command. [796, 356, 949, 501]
